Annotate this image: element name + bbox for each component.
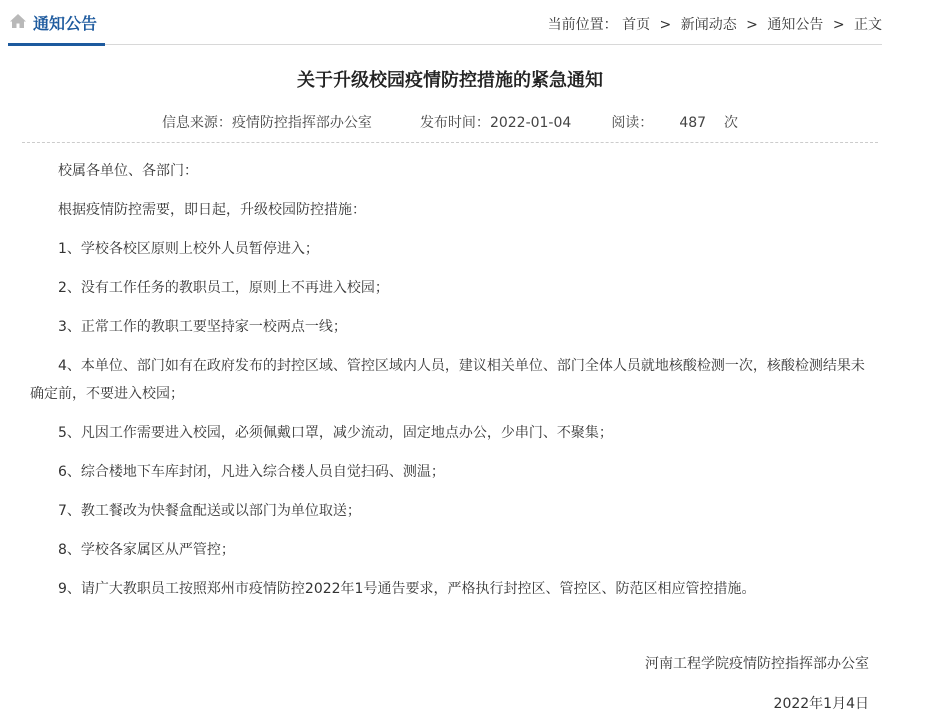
- measure-item: 5、凡因工作需要进入校园，必须佩戴口罩，减少流动，固定地点办公，少串门、不聚集；: [58, 425, 613, 441]
- views-label: 阅读：: [611, 115, 654, 131]
- signature-date: 2022年1月4日: [773, 696, 869, 712]
- breadcrumb-current: 正文: [854, 17, 882, 33]
- article-title: 关于升级校园疫情防控措施的紧急通知: [297, 70, 603, 91]
- salutation: 校属各单位、各部门：: [58, 163, 198, 179]
- breadcrumb-separator: >: [832, 17, 845, 33]
- measure-item: 8、学校各家属区从严管控；: [58, 542, 235, 558]
- article-body: [30, 157, 870, 614]
- section-title: 通知公告: [33, 14, 98, 33]
- signature-org: 河南工程学院疫情防控指挥部办公室: [645, 656, 869, 672]
- intro-paragraph: 根据疫情防控需要，即日起，升级校园防控措施：: [58, 202, 366, 218]
- divider: [22, 142, 878, 143]
- breadcrumb-news-link[interactable]: 新闻动态: [680, 17, 737, 33]
- views-count: 487: [679, 115, 707, 131]
- date-value: 2022-01-04: [489, 115, 572, 131]
- measure-item: 9、请广大教职员工按照郑州市疫情防控2022年1号通告要求，严格执行封控区、管控区、防范区相应管控措施。: [58, 581, 756, 597]
- article-meta: [0, 112, 900, 132]
- breadcrumb-home-link[interactable]: 首页: [622, 17, 651, 33]
- measure-item: 3、正常工作的教职工要坚持家一校两点一线；: [58, 319, 347, 335]
- measure-item: 6、综合楼地下车库封闭，凡进入综合楼人员自觉扫码、测温；: [58, 464, 445, 480]
- section-tab[interactable]: [8, 0, 105, 46]
- section-header: [8, 0, 882, 45]
- measure-item: 4、本单位、部门如有在政府发布的封控区域、管控区域内人员，建议相关单位、部门全体人员就地核酸检测一次，核酸检测结果未确定前，不要进入校园；: [30, 358, 865, 402]
- breadcrumb-prefix: 当前位置：: [547, 17, 618, 33]
- measure-item: 1、学校各校区原则上校外人员暂停进入；: [58, 241, 319, 257]
- breadcrumb-separator: >: [746, 17, 758, 33]
- breadcrumb-notices-link[interactable]: 通知公告: [767, 17, 824, 33]
- date-label: 发布时间：: [419, 115, 490, 131]
- home-icon: [9, 12, 27, 30]
- measure-item: 7、教工餐改为快餐盒配送或以部门为单位取送；: [58, 503, 361, 519]
- views-unit: 次: [724, 115, 739, 131]
- measure-item: 2、没有工作任务的教职员工，原则上不再进入校园；: [58, 280, 389, 296]
- breadcrumb-separator: >: [659, 17, 672, 33]
- source-label: 信息来源：: [161, 115, 232, 131]
- breadcrumb: [548, 14, 882, 34]
- source-value: 疫情防控指挥部办公室: [231, 115, 372, 131]
